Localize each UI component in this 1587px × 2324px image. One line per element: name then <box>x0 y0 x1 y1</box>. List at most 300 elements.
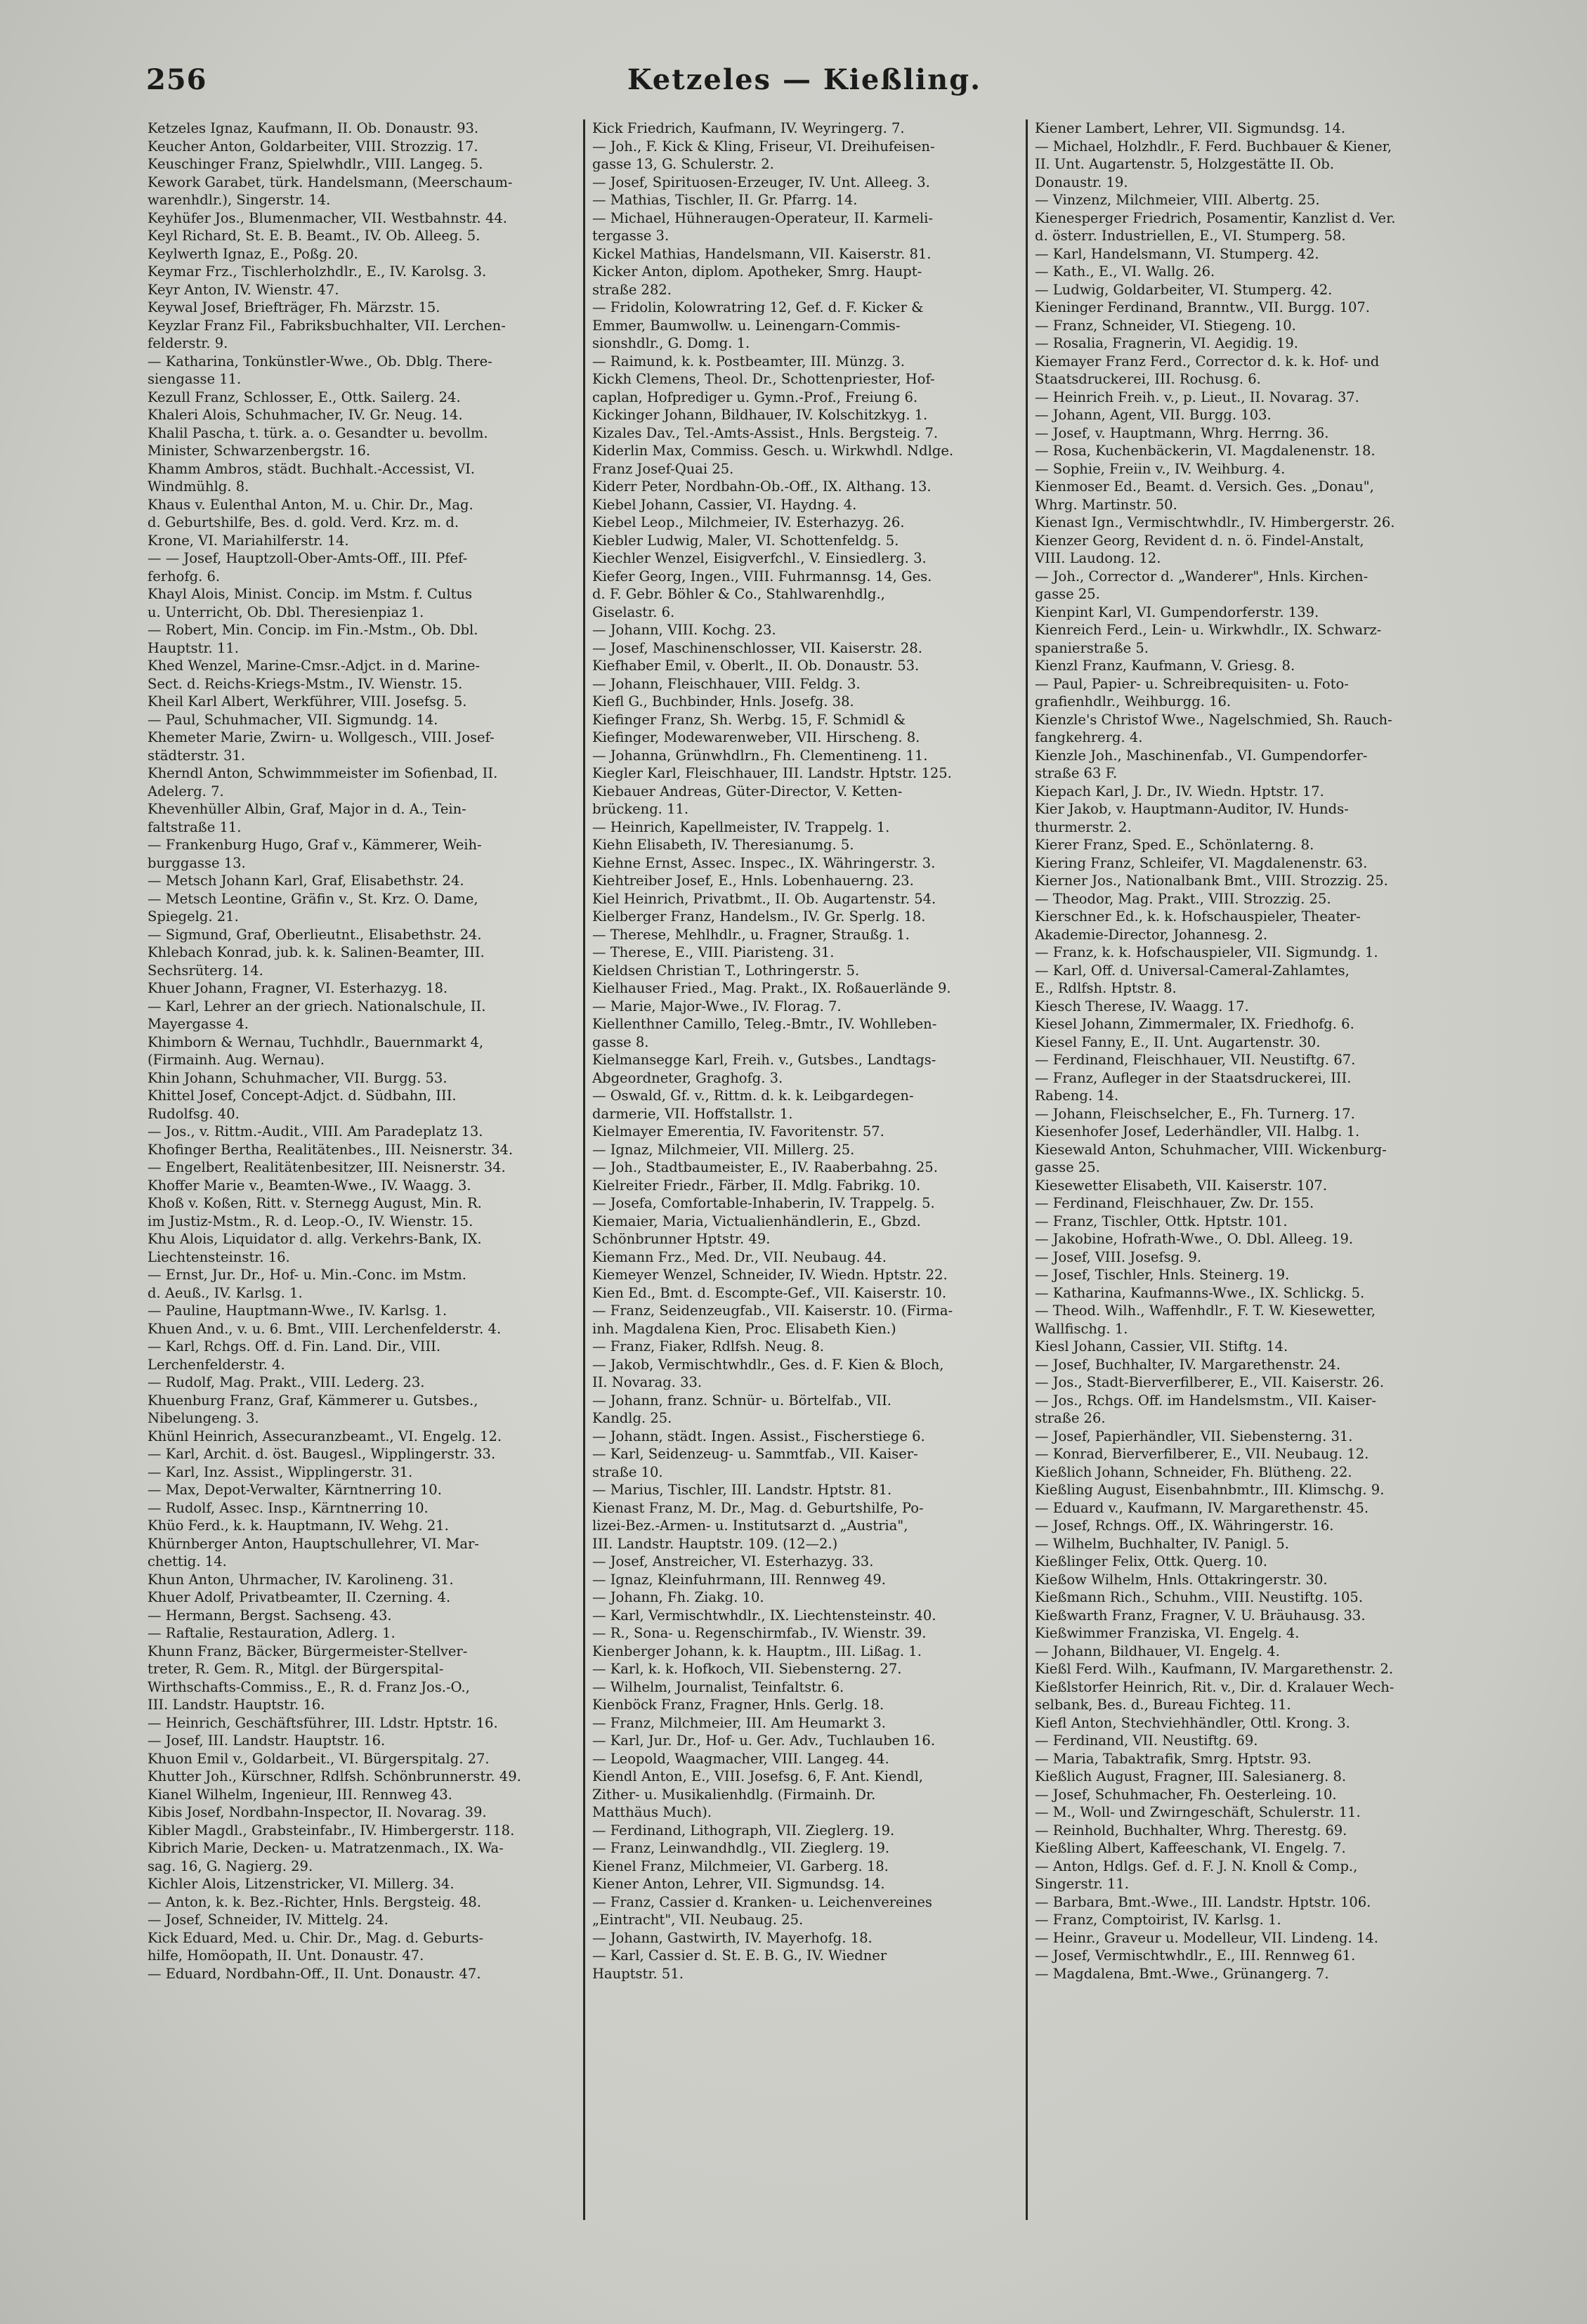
directory-entry: Kework Garabet, türk. Handelsmann, (Meerschaum- <box>148 174 513 190</box>
directory-entry: — Jos., Stadt-Bierverfilberer, E., VII. Kaiserstr. 26. <box>1035 1374 1385 1390</box>
directory-entry: Khittel Josef, Concept-Adjct. d. Südbahn, III. <box>148 1088 457 1104</box>
directory-entry: Khuon Emil v., Goldarbeit., VI. Bürgerspitalg. 27. <box>148 1750 490 1767</box>
directory-entry: chettig. 14. <box>148 1553 227 1569</box>
directory-entry: grafienhdlr., Weihburgg. 16. <box>1035 693 1232 710</box>
directory-entry: sionshdlr., G. Domg. 1. <box>592 335 750 351</box>
directory-entry: Hauptstr. 51. <box>592 1965 684 1982</box>
directory-entry: Mayergasse 4. <box>148 1016 249 1032</box>
directory-entry: — Josef, Tischler, Hnls. Steinerg. 19. <box>1035 1267 1290 1283</box>
directory-entry: Zither- u. Musikalienhdlg. (Firmainh. Dr. <box>592 1786 876 1803</box>
directory-entry: — Josef, Vermischtwhdlr., E., III. Rennweg 61. <box>1035 1947 1356 1964</box>
directory-entry: — Marie, Major-Wwe., IV. Florag. 7. <box>592 998 842 1014</box>
directory-entry: fangkehrerg. 4. <box>1035 729 1143 745</box>
directory-entry: hilfe, Homöopath, II. Unt. Donaustr. 47. <box>148 1947 424 1964</box>
directory-entry: — Wilhelm, Journalist, Teinfaltstr. 6. <box>592 1678 844 1695</box>
directory-entry: Khürnberger Anton, Hauptschullehrer, VI. Mar- <box>148 1535 479 1552</box>
directory-entry: Kiderr Peter, Nordbahn-Ob.-Off., IX. Althang. 13. <box>592 478 932 495</box>
directory-entry: Kiellenthner Camillo, Teleg.-Bmtr., IV. Wohlleben- <box>592 1016 937 1032</box>
directory-entry: — Pauline, Hauptmann-Wwe., IV. Karlsg. 1. <box>148 1303 448 1319</box>
directory-entry: Kiefinger Franz, Sh. Werbg. 15, F. Schmidl & <box>592 711 906 728</box>
directory-entry: Kienast Franz, M. Dr., Mag. d. Geburtshilfe, Po- <box>592 1499 924 1516</box>
directory-entry: Hauptstr. 11. <box>148 639 239 656</box>
directory-entry: — Sophie, Freiin v., IV. Weihburg. 4. <box>1035 460 1286 477</box>
directory-entry: — Robert, Min. Concip. im Fin.-Mstm., Ob. Dbl. <box>148 622 478 638</box>
directory-entry: — Eduard v., Kaufmann, IV. Margarethenstr. 45. <box>1035 1499 1369 1516</box>
directory-entry: — Jos., Rchgs. Off. im Handelsmstm., VII. Kaiser- <box>1035 1392 1377 1409</box>
directory-entry: — Michael, Holzhdlr., F. Ferd. Buchbauer & Kiener, <box>1035 138 1392 155</box>
directory-entry: — Franz, Milchmeier, III. Am Heumarkt 3. <box>592 1714 886 1731</box>
directory-entry: Kielhauser Fried., Mag. Prakt., IX. Roßauerlände 9. <box>592 980 951 996</box>
directory-entry: Abgeordneter, Graghofg. 3. <box>592 1069 783 1086</box>
directory-entry: Ketzeles Ignaz, Kaufmann, II. Ob. Donaustr. 93. <box>148 120 479 136</box>
directory-entry: — Josef, VIII. Josefsg. 9. <box>1035 1248 1202 1265</box>
directory-entry: Khuer Johann, Fragner, VI. Esterhazyg. 18. <box>148 980 448 996</box>
directory-entry: — Johann, Agent, VII. Burgg. 103. <box>1035 407 1272 423</box>
directory-entry: straße 10. <box>592 1463 663 1480</box>
directory-entry: Kießling August, Eisenbahnbmtr., III. Klimschg. 9. <box>1035 1482 1385 1498</box>
directory-entry: Kießlinger Felix, Ottk. Querg. 10. <box>1035 1553 1267 1569</box>
directory-entry: Kibrich Marie, Decken- u. Matratzenmach., IX. Wa- <box>148 1840 504 1856</box>
directory-entry: Khaleri Alois, Schuhmacher, IV. Gr. Neug. 14. <box>148 407 463 423</box>
directory-entry: Kiefinger, Modewarenweber, VII. Hirscheng. 8. <box>592 729 920 745</box>
directory-entry: Kibler Magdl., Grabsteinfabr., IV. Himbergerstr. 118. <box>148 1822 515 1839</box>
directory-entry: Kiering Franz, Schleifer, VI. Magdalenenstr. 63. <box>1035 854 1368 871</box>
directory-entry: — Franz, k. k. Hofschauspieler, VII. Sigmundg. 1. <box>1035 944 1378 960</box>
directory-entry: — Ferdinand, Fleischhauer, VII. Neustiftg. 67. <box>1035 1052 1356 1068</box>
directory-entry: — Johann, Bildhauer, VI. Engelg. 4. <box>1035 1643 1280 1659</box>
directory-entry: treter, R. Gem. R., Mitgl. der Bürgerspital- <box>148 1661 444 1677</box>
directory-entry: Kienzle's Christof Wwe., Nagelschmied, Sh. Rauch- <box>1035 711 1392 728</box>
directory-entry: Kiesewald Anton, Schuhmacher, VIII. Wickenburg- <box>1035 1141 1387 1158</box>
directory-entry: d. Geburtshilfe, Bes. d. gold. Verd. Krz. m. d. <box>148 514 459 530</box>
directory-entry: Lerchenfelderstr. 4. <box>148 1356 285 1373</box>
directory-entry: — Franz, Cassier d. Kranken- u. Leichenvereines <box>592 1893 932 1910</box>
directory-entry: im Justiz-Mstm., R. d. Leop.-O., IV. Wienstr. 15. <box>148 1213 474 1229</box>
directory-entry: III. Landstr. Hauptstr. 16. <box>148 1697 325 1713</box>
directory-entry: — Jos., v. Rittm.-Audit., VIII. Am Paradeplatz 13. <box>148 1123 483 1140</box>
directory-entry: Kiefl Anton, Stechviehhändler, Ottl. Krong. 3. <box>1035 1714 1350 1731</box>
directory-entry: — Raftalie, Restauration, Adlerg. 1. <box>148 1625 396 1641</box>
directory-entry: — Joh., F. Kick & Kling, Friseur, VI. Dreihufeisen- <box>592 138 935 155</box>
directory-entry: Sechsrüterg. 14. <box>148 962 263 979</box>
directory-entry: inh. Magdalena Kien, Proc. Elisabeth Kien.) <box>592 1320 896 1337</box>
directory-entry: — Ignaz, Milchmeier, VII. Millerg. 25. <box>592 1141 855 1158</box>
directory-entry: — Josef, Schuhmacher, Fh. Oesterleing. 10. <box>1035 1786 1337 1803</box>
directory-entry: Sect. d. Reichs-Kriegs-Mstm., IV. Wienstr. 15. <box>148 675 463 692</box>
directory-entry: Kienmoser Ed., Beamt. d. Versich. Ges. „Donau", <box>1035 478 1374 495</box>
directory-entry: — Franz, Aufleger in der Staatsdruckerei, III. <box>1035 1069 1352 1086</box>
directory-entry: — Karl, Inz. Assist., Wipplingerstr. 31. <box>148 1463 413 1480</box>
directory-entry: — Barbara, Bmt.-Wwe., III. Landstr. Hptstr. 106. <box>1035 1893 1371 1910</box>
directory-entry: III. Landstr. Hauptstr. 109. (12—2.) <box>592 1535 838 1552</box>
directory-entry: Wallfischg. 1. <box>1035 1320 1128 1337</box>
directory-entry: Khunn Franz, Bäcker, Bürgermeister-Stellver- <box>148 1643 468 1659</box>
directory-entry: Khoffer Marie v., Beamten-Wwe., IV. Waagg. 3. <box>148 1177 471 1194</box>
directory-entry: — Johann, Fleischhauer, VIII. Feldg. 3. <box>592 675 861 692</box>
directory-entry: „Eintracht", VII. Neubaug. 25. <box>592 1912 804 1928</box>
directory-entry: Keyr Anton, IV. Wienstr. 47. <box>148 281 339 298</box>
directory-entry: Kiesel Fanny, E., II. Unt. Augartenstr. 30. <box>1035 1033 1321 1050</box>
directory-entry: Kierschner Ed., k. k. Hofschauspieler, Theater- <box>1035 908 1361 925</box>
directory-entry: Kiesel Johann, Zimmermaler, IX. Friedhofg. 6. <box>1035 1016 1354 1032</box>
directory-entry: Keuschinger Franz, Spielwhdlr., VIII. Langeg. 5. <box>148 156 483 172</box>
directory-entry: Kielmansegge Karl, Freih. v., Gutsbes., Landtags- <box>592 1052 936 1068</box>
directory-entry: Khünl Heinrich, Assecuranzbeamt., VI. Engelg. 12. <box>148 1428 502 1444</box>
directory-entry: Kienreich Ferd., Lein- u. Wirkwhdlr., IX. Schwarz- <box>1035 622 1382 638</box>
directory-entry: — Paul, Schuhmacher, VII. Sigmundg. 14. <box>148 711 438 728</box>
directory-entry: Kielreiter Friedr., Färber, II. Mdlg. Fabrikg. 10. <box>592 1177 921 1194</box>
directory-entry: VIII. Laudong. 12. <box>1035 550 1161 566</box>
directory-entry: Emmer, Baumwollw. u. Leinengarn-Commis- <box>592 317 901 334</box>
directory-entry: Kiebler Ludwig, Maler, VI. Schottenfeldg. 5. <box>592 532 899 549</box>
directory-entry: Khed Wenzel, Marine-Cmsr.-Adjct. in d. Marine- <box>148 658 481 674</box>
directory-entry: Kien Ed., Bmt. d. Escompte-Gef., VII. Kaiserstr. 10. <box>592 1284 947 1301</box>
directory-entry: — Katharina, Kaufmanns-Wwe., IX. Schlickg. 5. <box>1035 1284 1365 1301</box>
directory-entry: Kießwimmer Franziska, VI. Engelg. 4. <box>1035 1625 1300 1641</box>
directory-entry: — Johann, Fh. Ziakg. 10. <box>592 1589 764 1605</box>
directory-entry: Kiener Lambert, Lehrer, VII. Sigmundsg. 14. <box>1035 120 1346 136</box>
directory-entry: Kiemeyer Wenzel, Schneider, IV. Wiedn. Hptstr. 22. <box>592 1267 948 1283</box>
page-header <box>141 56 1468 112</box>
directory-entry: — Rudolf, Assec. Insp., Kärntnerring 10. <box>148 1499 429 1516</box>
directory-entry: Khayl Alois, Minist. Concip. im Mstm. f. Cultus <box>148 586 473 602</box>
directory-entry: städterstr. 31. <box>148 747 246 764</box>
directory-entry: gasse 25. <box>1035 1159 1100 1175</box>
directory-entry: Kiendl Anton, E., VIII. Josefsg. 6, F. Ant. Kiendl, <box>592 1768 924 1784</box>
directory-entry: Kienesperger Friedrich, Posamentir, Kanzlist d. Ver. <box>1035 209 1396 226</box>
directory-entry: — Max, Depot-Verwalter, Kärntnerring 10. <box>148 1482 442 1498</box>
directory-entry: siengasse 11. <box>148 371 242 387</box>
directory-entry: Minister, Schwarzenbergstr. 16. <box>148 443 371 459</box>
running-head: Ketzeles — Kießling. <box>627 63 982 96</box>
directory-entry: gasse 25. <box>1035 586 1100 602</box>
directory-entry: Khevenhüller Albin, Graf, Major in d. A., Tein- <box>148 801 466 817</box>
directory-entry: Khemeter Marie, Zwirn- u. Wollgesch., VIII. Josef- <box>148 729 495 745</box>
directory-entry: — Maria, Tabaktrafik, Smrg. Hptstr. 93. <box>1035 1750 1312 1767</box>
directory-entry: Singerstr. 11. <box>1035 1876 1129 1892</box>
directory-entry: — Sigmund, Graf, Oberlieutnt., Elisabethstr. 24. <box>148 926 482 943</box>
directory-entry: Kiemayer Franz Ferd., Corrector d. k. k. Hof- und <box>1035 353 1380 370</box>
directory-entry: warenhdlr.), Singerstr. 14. <box>148 192 331 208</box>
directory-entry: — Theod. Wilh., Waffenhdlr., F. T. W. Kiesewetter, <box>1035 1303 1376 1319</box>
directory-entry: selbank, Bes. d., Bureau Fichteg. 11. <box>1035 1697 1291 1713</box>
directory-entry: Kienberger Johann, k. k. Hauptm., III. Lißag. 1. <box>592 1643 922 1659</box>
directory-entry: Keywal Josef, Briefträger, Fh. Märzstr. 15. <box>148 299 440 315</box>
directory-entry: — Heinr., Graveur u. Modelleur, VII. Lindeng. 14. <box>1035 1929 1378 1946</box>
directory-entry: Khofinger Bertha, Realitätenbes., III. Neisnerstr. 34. <box>148 1141 514 1158</box>
directory-entry: Kiechler Wenzel, Eisigverfchl., V. Einsiedlerg. 3. <box>592 550 927 566</box>
directory-entry: Kherndl Anton, Schwimmmeister im Sofienbad, II. <box>148 765 498 781</box>
directory-entry: — Karl, k. k. Hofkoch, VII. Siebensterng. 27. <box>592 1661 902 1677</box>
directory-entry: Kierer Franz, Sped. E., Schönlaterng. 8. <box>1035 837 1314 853</box>
directory-entry: — Franz, Tischler, Ottk. Hptstr. 101. <box>1035 1213 1288 1229</box>
directory-entry: — Joh., Corrector d. „Wanderer", Hnls. Kirchen- <box>1035 568 1369 585</box>
directory-entry: Kiebel Leop., Milchmeier, IV. Esterhazyg. 26. <box>592 514 905 530</box>
directory-entry: Kiel Heinrich, Privatbmt., II. Ob. Augartenstr. 54. <box>592 890 936 907</box>
directory-entry: — Wilhelm, Buchhalter, IV. Panigl. 5. <box>1035 1535 1289 1552</box>
directory-entry: — Therese, E., VIII. Piaristeng. 31. <box>592 944 835 960</box>
directory-entry: — Jakob, Vermischtwhdlr., Ges. d. F. Kien & Bloch, <box>592 1356 944 1373</box>
directory-entry: — Johann, Gastwirth, IV. Mayerhofg. 18. <box>592 1929 873 1946</box>
directory-entry: — Mathias, Tischler, II. Gr. Pfarrg. 14. <box>592 192 858 208</box>
directory-entry: Akademie-Director, Johannesg. 2. <box>1035 926 1268 943</box>
directory-entry: ferhofg. 6. <box>148 568 221 585</box>
directory-entry: burggasse 13. <box>148 854 246 871</box>
directory-entry: Khamm Ambros, städt. Buchhalt.-Accessist, VI. <box>148 460 475 477</box>
directory-entry: — Ernst, Jur. Dr., Hof- u. Min.-Conc. im Mstm. <box>148 1267 466 1283</box>
directory-entry: — Ludwig, Goldarbeiter, VI. Stumperg. 42. <box>1035 281 1333 298</box>
directory-entry: Kierner Jos., Nationalbank Bmt., VIII. Strozzig. 25. <box>1035 873 1388 889</box>
column-2 <box>583 119 1026 2220</box>
directory-entry: Windmühlg. 8. <box>148 478 249 495</box>
column-3 <box>1026 119 1468 2220</box>
directory-entry: Khüo Ferd., k. k. Hauptmann, IV. Wehg. 21. <box>148 1517 449 1534</box>
directory-entry: Khutter Joh., Kürschner, Rdlfsh. Schönbrunnerstr. 49. <box>148 1768 521 1784</box>
directory-entry: Franz Josef-Quai 25. <box>592 460 734 477</box>
directory-entry: Schönbrunner Hptstr. 49. <box>592 1231 771 1247</box>
directory-entry: u. Unterricht, Ob. Dbl. Theresienpiaz 1. <box>148 603 424 620</box>
directory-entry: — Paul, Papier- u. Schreibrequisiten- u. Foto- <box>1035 675 1349 692</box>
directory-entry: — Frankenburg Hugo, Graf v., Kämmerer, Weih- <box>148 837 482 853</box>
directory-entry: brückeng. 11. <box>592 801 689 817</box>
directory-entry: Khuen And., v. u. 6. Bmt., VIII. Lerchenfelderstr. 4. <box>148 1320 502 1337</box>
directory-entry: — Marius, Tischler, III. Landstr. Hptstr. 81. <box>592 1482 892 1498</box>
directory-entry: — Josef, Rchngs. Off., IX. Währingerstr. 16. <box>1035 1517 1334 1534</box>
directory-entry: Khuenburg Franz, Graf, Kämmerer u. Gutsbes., <box>148 1392 478 1409</box>
directory-entry: — Engelbert, Realitätenbesitzer, III. Neisnerstr. 34. <box>148 1159 506 1175</box>
directory-entry: — Eduard, Nordbahn-Off., II. Unt. Donaustr. 47. <box>148 1965 481 1982</box>
directory-entry: — Johanna, Grünwhdlrn., Fh. Clementineng. 11. <box>592 747 928 764</box>
directory-entry: Adelerg. 7. <box>148 783 224 799</box>
directory-entry: — Ferdinand, Lithograph, VII. Zieglerg. 19. <box>592 1822 895 1839</box>
directory-entry: Kick Eduard, Med. u. Chir. Dr., Mag. d. Geburts- <box>148 1929 484 1946</box>
directory-entry: Kianel Wilhelm, Ingenieur, III. Rennweg 43. <box>148 1786 452 1803</box>
directory-entry: Kieninger Ferdinand, Branntw., VII. Burgg. 107. <box>1035 299 1370 315</box>
directory-entry: Kienpint Karl, VI. Gumpendorferstr. 139. <box>1035 603 1319 620</box>
directory-entry: — Konrad, Bierverfilberer, E., VII. Neubaug. 12. <box>1035 1446 1369 1462</box>
directory-entry: Khin Johann, Schuhmacher, VII. Burgg. 53. <box>148 1069 448 1086</box>
directory-entry: Kießlstorfer Heinrich, Rit. v., Dir. d. Kralauer Wech- <box>1035 1678 1395 1695</box>
directory-entry: Kheil Karl Albert, Werkführer, VIII. Josefsg. 5. <box>148 693 467 710</box>
directory-entry: — Leopold, Waagmacher, VIII. Langeg. 44. <box>592 1750 889 1767</box>
directory-entry: Kandlg. 25. <box>592 1410 672 1426</box>
directory-entry: Kienzl Franz, Kaufmann, V. Griesg. 8. <box>1035 658 1295 674</box>
directory-entry: Kiefl G., Buchbinder, Hnls. Josefg. 38. <box>592 693 854 710</box>
directory-entry: Kienböck Franz, Fragner, Hnls. Gerlg. 18. <box>592 1697 884 1713</box>
directory-entry: Rabeng. 14. <box>1035 1088 1119 1104</box>
directory-entry: Kiehn Elisabeth, IV. Theresianumg. 5. <box>592 837 854 853</box>
directory-entry: Liechtensteinstr. 16. <box>148 1248 290 1265</box>
directory-entry: Khuer Adolf, Privatbeamter, II. Czerning. 4. <box>148 1589 451 1605</box>
directory-entry: Kiefhaber Emil, v. Oberlt., II. Ob. Donaustr. 53. <box>592 658 920 674</box>
directory-entry: — Fridolin, Kolowratring 12, Gef. d. F. Kicker & <box>592 299 924 315</box>
directory-entry: — Heinrich, Geschäftsführer, III. Ldstr. Hptstr. 16. <box>148 1714 498 1731</box>
directory-entry: Keucher Anton, Goldarbeiter, VIII. Strozzig. 17. <box>148 138 478 155</box>
directory-entry: — — Josef, Hauptzoll-Ober-Amts-Off., III. Pfef- <box>148 550 468 566</box>
directory-entry: Kickh Clemens, Theol. Dr., Schottenpriester, Hof- <box>592 371 935 387</box>
directory-entry: Keymar Frz., Tischlerholzhdlr., E., IV. Karolsg. 3. <box>148 263 487 280</box>
directory-entry: Staatsdruckerei, III. Rochusg. 6. <box>1035 371 1261 387</box>
directory-entry: — Katharina, Tonkünstler-Wwe., Ob. Dblg. There- <box>148 353 492 370</box>
directory-entry: Keyzlar Franz Fil., Fabriksbuchhalter, VII. Lerchen- <box>148 317 506 334</box>
directory-entry: Kier Jakob, v. Hauptmann-Auditor, IV. Hunds- <box>1035 801 1349 817</box>
directory-entry: Kießlich August, Fragner, III. Salesianerg. 8. <box>1035 1768 1347 1784</box>
directory-entry: darmerie, VII. Hoffstallstr. 1. <box>592 1105 793 1122</box>
directory-entry: Kießow Wilhelm, Hnls. Ottakringerstr. 30. <box>1035 1571 1328 1588</box>
directory-entry: Matthäus Much). <box>592 1804 712 1820</box>
directory-entry: Kienel Franz, Milchmeier, VI. Garberg. 18. <box>592 1858 889 1874</box>
directory-entry: Kienzle Joh., Maschinenfab., VI. Gumpendorfer- <box>1035 747 1368 764</box>
directory-entry: Kiehtreiber Josef, E., Hnls. Lobenhauerng. 23. <box>592 873 914 889</box>
directory-entry: — Karl, Jur. Dr., Hof- u. Ger. Adv., Tuchlauben 16. <box>592 1732 936 1749</box>
directory-entry: — Josef, Schneider, IV. Mittelg. 24. <box>148 1912 388 1928</box>
directory-entry: Kiesch Therese, IV. Waagg. 17. <box>1035 998 1249 1014</box>
directory-entry: Keyl Richard, St. E. B. Beamt., IV. Ob. Alleeg. 5. <box>148 228 481 244</box>
directory-entry: — Franz, Comptoirist, IV. Karlsg. 1. <box>1035 1912 1281 1928</box>
directory-entry: gasse 8. <box>592 1033 649 1050</box>
directory-entry: — Theodor, Mag. Prakt., VIII. Strozzig. 25. <box>1035 890 1331 907</box>
directory-entry: — Metsch Johann Karl, Graf, Elisabethstr. 24. <box>148 873 464 889</box>
directory-entry: — Josef, Buchhalter, IV. Margarethenstr. 24. <box>1035 1356 1341 1373</box>
directory-entry: — Karl, Seidenzeug- u. Sammtfab., VII. Kaiser- <box>592 1446 918 1462</box>
directory-entry: — Johann, Fleischselcher, E., Fh. Turnerg. 17. <box>1035 1105 1355 1122</box>
directory-entry: — Anton, Hdlgs. Gef. d. F. J. N. Knoll & Comp., <box>1035 1858 1358 1874</box>
directory-entry: — Oswald, Gf. v., Rittm. d. k. k. Leibgardegen- <box>592 1088 914 1104</box>
directory-entry: Kienzer Georg, Revident d. n. ö. Findel-Anstalt, <box>1035 532 1364 549</box>
directory-entry: — Franz, Leinwandhdlg., VII. Zieglerg. 19. <box>592 1840 890 1856</box>
directory-entry: Kichler Alois, Litzenstricker, VI. Millerg. 34. <box>148 1876 455 1892</box>
directory-entry: sag. 16, G. Nagierg. 29. <box>148 1858 313 1874</box>
directory-entry: Kießl Ferd. Wilh., Kaufmann, IV. Margarethenstr. 2. <box>1035 1661 1394 1677</box>
directory-entry: Khaus v. Eulenthal Anton, M. u. Chir. Dr., Mag. <box>148 496 474 513</box>
directory-entry: — Johann, VIII. Kochg. 23. <box>592 622 776 638</box>
directory-entry: — Ignaz, Kleinfuhrmann, III. Rennweg 49. <box>592 1571 886 1588</box>
directory-entry: — Ferdinand, Fleischhauer, Zw. Dr. 155. <box>1035 1195 1314 1211</box>
directory-entry: — Franz, Fiaker, Rdlfsh. Neug. 8. <box>592 1338 824 1354</box>
column-1 <box>141 119 583 2220</box>
directory-entry: Kiebauer Andreas, Güter-Director, V. Ketten- <box>592 783 903 799</box>
directory-entry: Kicker Anton, diplom. Apotheker, Smrg. Haupt- <box>592 263 922 280</box>
directory-entry: — Metsch Leontine, Gräfin v., St. Krz. O. Dame, <box>148 890 478 907</box>
directory-entry: Kickinger Johann, Bildhauer, IV. Kolschitzkyg. 1. <box>592 407 928 423</box>
directory-entry: Spiegelg. 21. <box>148 908 239 925</box>
directory-entry: faltstraße 11. <box>148 818 242 835</box>
directory-entry: Kiehne Ernst, Assec. Inspec., IX. Währingerstr. 3. <box>592 854 936 871</box>
directory-entry: E., Rdlfsh. Hptstr. 8. <box>1035 980 1177 996</box>
directory-entry: Kiemann Frz., Med. Dr., VII. Neubaug. 44. <box>592 1248 887 1265</box>
directory-entry: — Karl, Lehrer an der griech. Nationalschule, II. <box>148 998 486 1014</box>
directory-entry: — Josef, III. Landstr. Hauptstr. 16. <box>148 1732 386 1749</box>
directory-entry: Khoß v. Koßen, Ritt. v. Sternegg August, Min. R. <box>148 1195 482 1211</box>
directory-entry: — Josef, Papierhändler, VII. Siebensterng. 31. <box>1035 1428 1353 1444</box>
directory-entry: — Josefa, Comfortable-Inhaberin, IV. Trappelg. 5. <box>592 1195 935 1211</box>
directory-entry: Kiesenhofer Josef, Lederhändler, VII. Halbg. 1. <box>1035 1123 1360 1140</box>
directory-entry: straße 26. <box>1035 1410 1106 1426</box>
directory-entry: — Ferdinand, VII. Neustiftg. 69. <box>1035 1732 1258 1749</box>
directory-entry: Whrg. Martinstr. 50. <box>1035 496 1177 513</box>
directory-entry: d. Aeuß., IV. Karlsg. 1. <box>148 1284 303 1301</box>
directory-entry: — Vinzenz, Milchmeier, VIII. Albertg. 25. <box>1035 192 1320 208</box>
directory-entry: — Josef, Maschinenschlosser, VII. Kaiserstr. 28. <box>592 639 922 656</box>
directory-entry: Kienast Ign., Vermischtwhdlr., IV. Himbergerstr. 26. <box>1035 514 1395 530</box>
directory-entry: Donaustr. 19. <box>1035 174 1128 190</box>
directory-entry: Kiemaier, Maria, Victualienhändlerin, E., Gbzd. <box>592 1213 921 1229</box>
directory-entry: — Karl, Archit. d. öst. Baugesl., Wipplingerstr. 33. <box>148 1446 496 1462</box>
directory-entry: thurmerstr. 2. <box>1035 818 1132 835</box>
directory-entry: — Therese, Mehlhdlr., u. Fragner, Straußg. 1. <box>592 926 910 943</box>
directory-entry: Kießling Albert, Kaffeeschank, VI. Engelg. 7. <box>1035 1840 1346 1856</box>
directory-entry: Kibis Josef, Nordbahn-Inspector, II. Novarag. 39. <box>148 1804 487 1820</box>
directory-entry: — Raimund, k. k. Postbeamter, III. Münzg. 3. <box>592 353 905 370</box>
directory-entry: — M., Woll- und Zwirngeschäft, Schulerstr. 11. <box>1035 1804 1361 1820</box>
directory-entry: Kiesewetter Elisabeth, VII. Kaiserstr. 107. <box>1035 1177 1328 1194</box>
directory-entry: d. F. Gebr. Böhler & Co., Stahlwarenhdlg., <box>592 586 885 602</box>
directory-entry: — Reinhold, Buchhalter, Whrg. Therestg. 69. <box>1035 1822 1347 1839</box>
directory-entry: Khlebach Konrad, jub. k. k. Salinen-Beamter, III. <box>148 944 485 960</box>
directory-entry: — Joh., Stadtbaumeister, E., IV. Raaberbahng. 25. <box>592 1159 938 1175</box>
directory-entry: Kieldsen Christian T., Lothringerstr. 5. <box>592 962 860 979</box>
directory-entry: Kiesl Johann, Cassier, VII. Stiftg. 14. <box>1035 1338 1288 1354</box>
directory-entry: — Karl, Rchgs. Off. d. Fin. Land. Dir., VIII. <box>148 1338 441 1354</box>
directory-entry: — R., Sona- u. Regenschirmfab., IV. Wienstr. 39. <box>592 1625 927 1641</box>
directory-entry: Kielmayer Emerentia, IV. Favoritenstr. 57. <box>592 1123 884 1140</box>
directory-entry: Kiderlin Max, Commiss. Gesch. u. Wirkwhdl. Ndlge. <box>592 443 954 459</box>
directory-entry: — Franz, Seidenzeugfab., VII. Kaiserstr. 10. (Firma- <box>592 1303 953 1319</box>
directory-entry: — Heinrich, Kapellmeister, IV. Trappelg. 1. <box>592 818 890 835</box>
directory-columns <box>141 119 1468 2220</box>
directory-entry: — Karl, Cassier d. St. E. B. G., IV. Wiedner <box>592 1947 887 1964</box>
directory-entry: — Hermann, Bergst. Sachseng. 43. <box>148 1607 392 1624</box>
directory-entry: Kießmann Rich., Schuhm., VIII. Neustiftg. 105. <box>1035 1589 1364 1605</box>
directory-entry: Giselastr. 6. <box>592 603 675 620</box>
directory-entry: lizei-Bez.-Armen- u. Institutsarzt d. „Austria", <box>592 1517 908 1534</box>
directory-entry: Wirthschafts-Commiss., E., R. d. Franz Jos.-O., <box>148 1678 470 1695</box>
directory-entry: straße 63 F. <box>1035 765 1118 781</box>
directory-entry: Kick Friedrich, Kaufmann, IV. Weyringerg. 7. <box>592 120 905 136</box>
directory-entry: Krone, VI. Mariahilferstr. 14. <box>148 532 349 549</box>
directory-entry: — Josef, v. Hauptmann, Whrg. Herrng. 36. <box>1035 424 1329 441</box>
directory-entry: Nibelungeng. 3. <box>148 1410 259 1426</box>
directory-entry: d. österr. Industriellen, E., VI. Stumperg. 58. <box>1035 228 1346 244</box>
directory-entry: Kiefer Georg, Ingen., VIII. Fuhrmannsg. 14, Ges. <box>592 568 932 585</box>
directory-entry: Khu Alois, Liquidator d. allg. Verkehrs-Bank, IX. <box>148 1231 482 1247</box>
directory-entry: — Johann, städt. Ingen. Assist., Fischerstiege 6. <box>592 1428 925 1444</box>
directory-entry: Khun Anton, Uhrmacher, IV. Karolineng. 31. <box>148 1571 454 1588</box>
directory-entry: Khimborn & Wernau, Tuchhdlr., Bauernmarkt 4, <box>148 1033 484 1050</box>
directory-entry: Kiener Anton, Lehrer, VII. Sigmundsg. 14. <box>592 1876 885 1892</box>
directory-entry: Kießlich Johann, Schneider, Fh. Blütheng. 22. <box>1035 1463 1352 1480</box>
directory-entry: — Rudolf, Mag. Prakt., VIII. Lederg. 23. <box>148 1374 425 1390</box>
directory-entry: straße 282. <box>592 281 672 298</box>
directory-entry: — Franz, Schneider, VI. Stiegeng. 10. <box>1035 317 1296 334</box>
page-number: 256 <box>146 63 207 96</box>
directory-entry: Keyhüfer Jos., Blumenmacher, VII. Westbahnstr. 44. <box>148 209 507 226</box>
directory-entry: Kiegler Karl, Fleischhauer, III. Landstr. Hptstr. 125. <box>592 765 952 781</box>
directory-entry: — Michael, Hühneraugen-Operateur, II. Karmeli- <box>592 209 933 226</box>
directory-entry: — Magdalena, Bmt.-Wwe., Grünangerg. 7. <box>1035 1965 1329 1982</box>
directory-entry: — Karl, Handelsmann, VI. Stumperg. 42. <box>1035 245 1319 262</box>
directory-entry: Kießwarth Franz, Fragner, V. U. Bräuhausg. 33. <box>1035 1607 1366 1624</box>
directory-entry: — Kath., E., VI. Wallg. 26. <box>1035 263 1215 280</box>
directory-entry: II. Unt. Augartenstr. 5, Holzgestätte II. Ob. <box>1035 156 1334 172</box>
directory-entry: Kickel Mathias, Handelsmann, VII. Kaiserstr. 81. <box>592 245 932 262</box>
directory-entry: gasse 13, G. Schulerstr. 2. <box>592 156 774 172</box>
directory-entry: Keylwerth Ignaz, E., Poßg. 20. <box>148 245 358 262</box>
directory-entry: Kiebel Johann, Cassier, VI. Haydng. 4. <box>592 496 857 513</box>
directory-entry: — Rosa, Kuchenbäckerin, VI. Magdalenenstr. 18. <box>1035 443 1376 459</box>
directory-entry: — Rosalia, Fragnerin, VI. Aegidig. 19. <box>1035 335 1298 351</box>
directory-entry: — Anton, k. k. Bez.-Richter, Hnls. Bergsteig. 48. <box>148 1893 481 1910</box>
